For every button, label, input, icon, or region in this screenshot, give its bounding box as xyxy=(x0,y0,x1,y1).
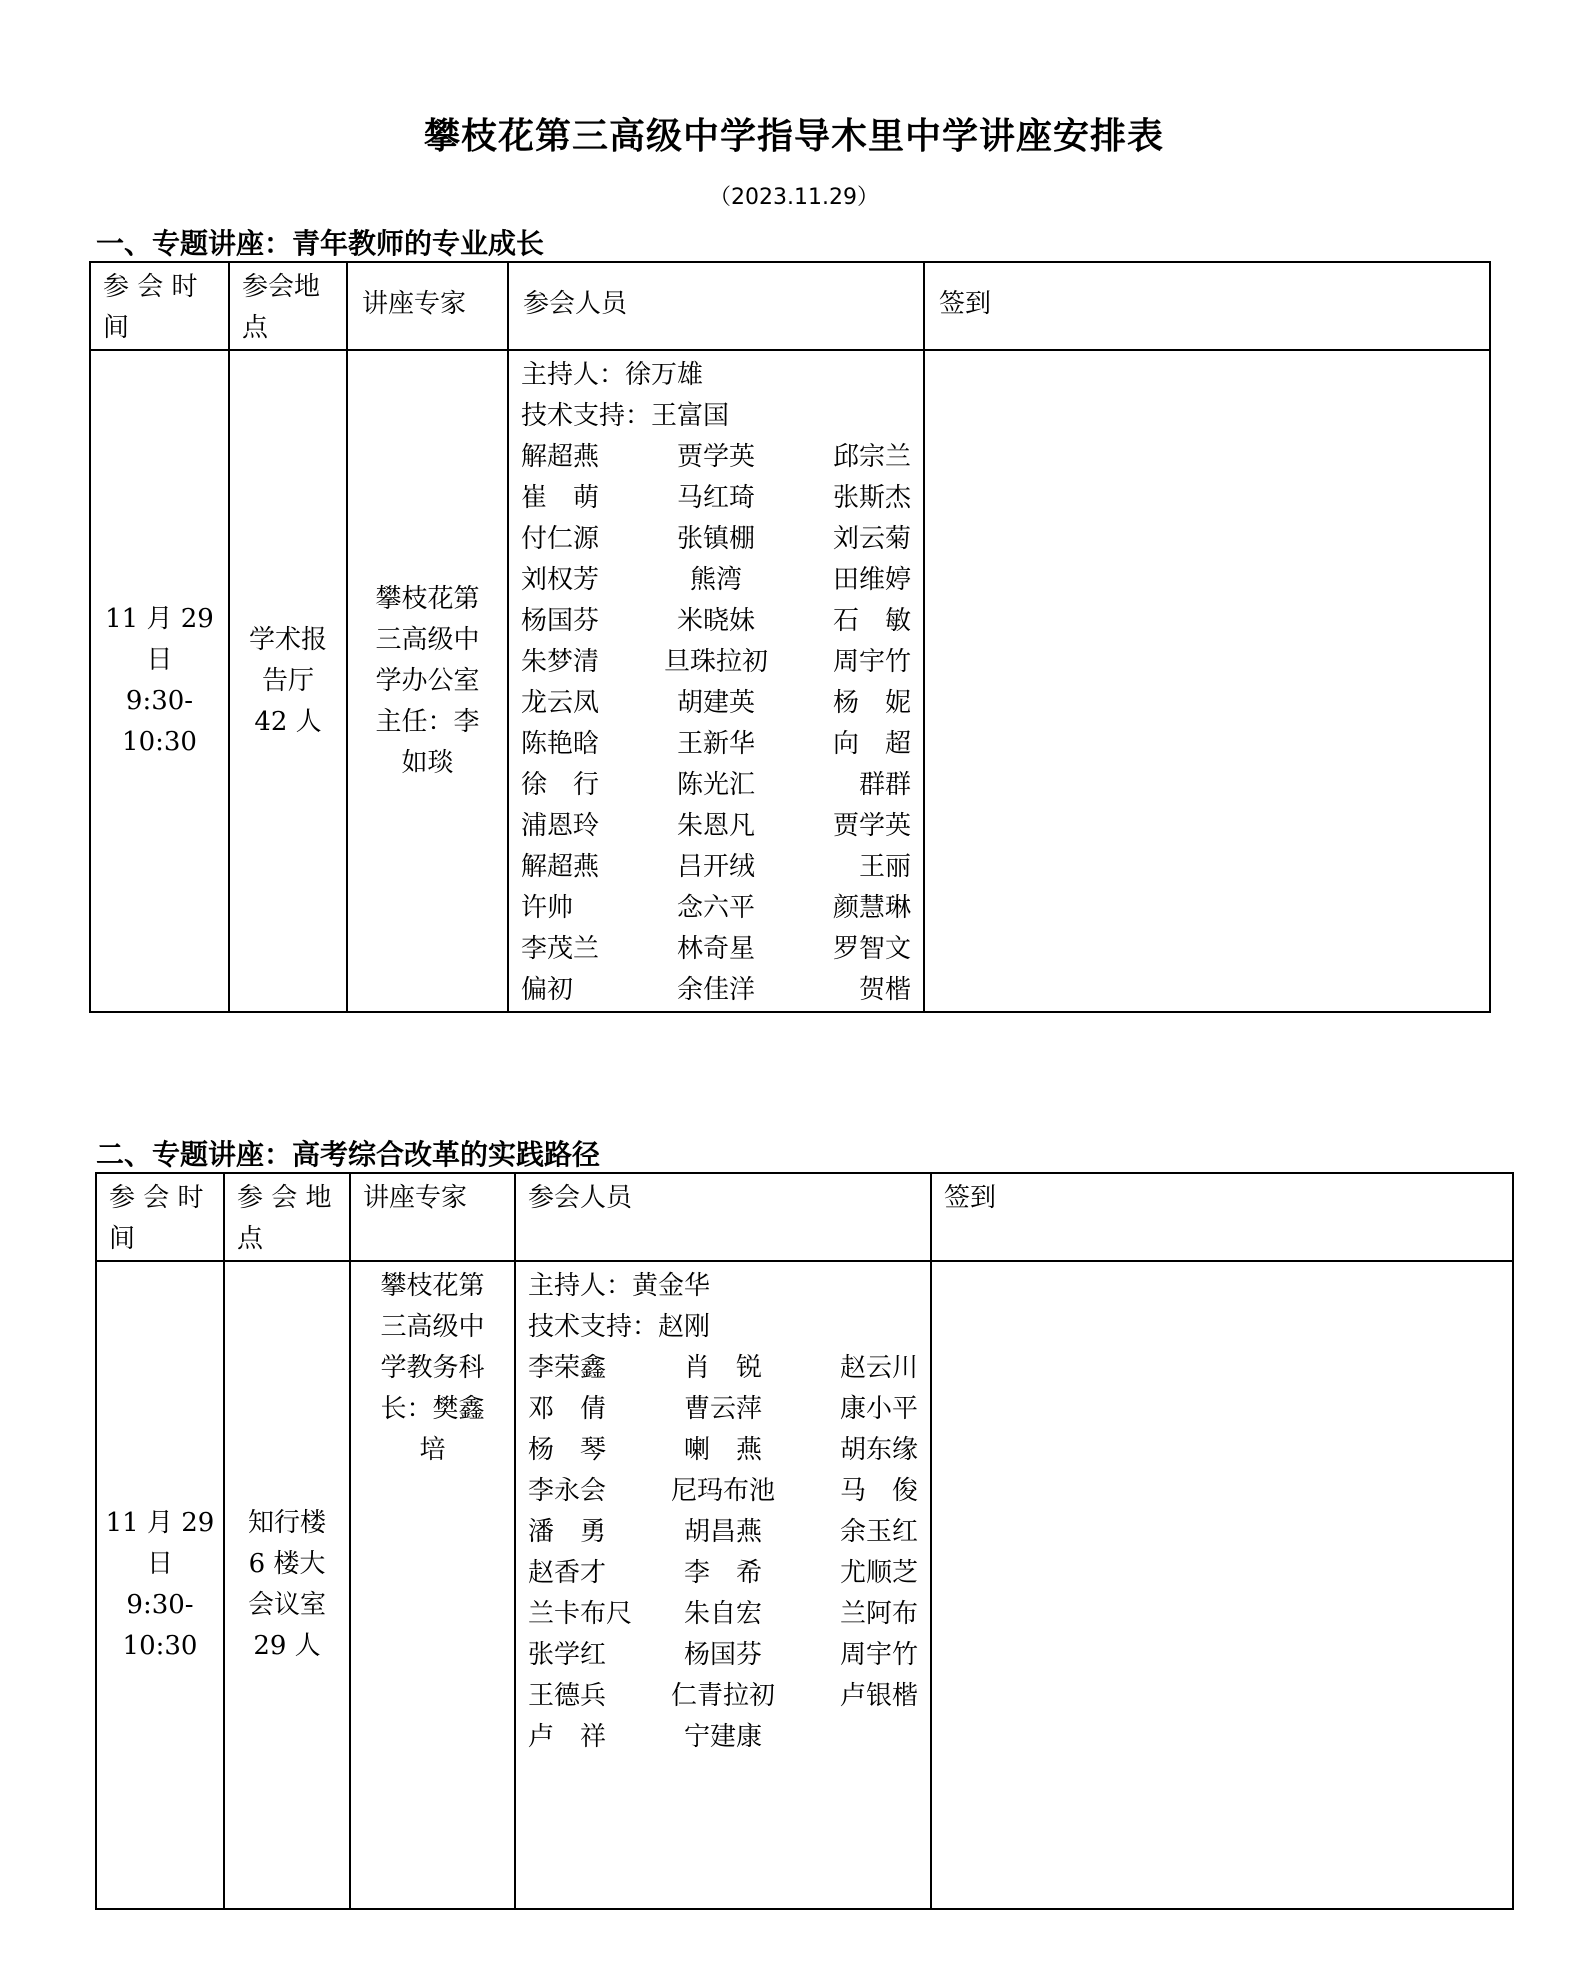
attendee-row xyxy=(521,929,911,970)
attendee-name: 旦珠拉初 xyxy=(663,647,768,677)
attendee-row xyxy=(528,1471,918,1512)
attendee-row xyxy=(528,1717,918,1758)
attendee-name: 马 俊 xyxy=(839,1476,918,1506)
attendee-name: 周宇竹 xyxy=(839,1640,918,1670)
attendee-name: 陈光汇 xyxy=(676,770,755,800)
attendee-name: 徐 行 xyxy=(521,770,600,800)
section-1-heading: 一、专题讲座：青年教师的专业成长 xyxy=(96,227,545,260)
attendee-name: 王德兵 xyxy=(528,1681,607,1711)
attendee-row xyxy=(528,1635,918,1676)
attendee-name: 向 超 xyxy=(832,729,911,759)
attendee-name: 尤顺芝 xyxy=(839,1558,918,1588)
attendee-name: 仁青拉初 xyxy=(670,1681,775,1711)
attendee-name: 杨国芬 xyxy=(521,606,600,636)
attendee-row xyxy=(528,1430,918,1471)
header-sign: 签到 xyxy=(924,262,1490,350)
place-cell: 知行楼 6 楼大 会议室 29 人 xyxy=(224,1261,350,1909)
attendee-name: 宁建康 xyxy=(683,1722,762,1752)
host-line: 主持人：徐万雄 xyxy=(521,360,704,390)
attendees-cell xyxy=(508,350,924,1012)
attendee-name: 偏初 xyxy=(521,975,574,1005)
attendee-name: 杨国芬 xyxy=(683,1640,762,1670)
attendee-name: 张斯杰 xyxy=(832,483,911,513)
attendee-name: 李永会 xyxy=(528,1476,607,1506)
attendee-name xyxy=(788,1717,918,1758)
attendee-name: 朱恩凡 xyxy=(676,811,755,841)
section-2-table xyxy=(95,1172,1514,1910)
sign-in-cell[interactable] xyxy=(924,350,1490,1012)
attendee-name: 康小平 xyxy=(839,1394,918,1424)
attendee-name: 米晓妹 xyxy=(676,606,755,636)
attendee-row xyxy=(521,970,911,1011)
attendee-name: 杨 妮 xyxy=(832,688,911,718)
attendee-row xyxy=(528,1553,918,1594)
attendee-name: 贾学英 xyxy=(832,811,911,841)
attendee-name: 解超燕 xyxy=(521,852,600,882)
attendee-row xyxy=(521,437,911,478)
attendee-name: 胡东缘 xyxy=(839,1435,918,1465)
attendee-name: 曹云萍 xyxy=(683,1394,762,1424)
attendee-name: 陈艳晗 xyxy=(521,729,600,759)
attendee-name: 兰卡布尺 xyxy=(528,1599,633,1629)
attendee-name: 王丽 xyxy=(858,852,911,882)
attendee-name: 贾学英 xyxy=(676,442,755,472)
attendee-name: 李荣鑫 xyxy=(528,1353,607,1383)
attendee-name: 浦恩玲 xyxy=(521,811,600,841)
attendee-name: 熊湾 xyxy=(689,565,742,595)
attendee-name: 余佳洋 xyxy=(676,975,755,1005)
attendee-name: 田维婷 xyxy=(832,565,911,595)
tech-support-line: 技术支持：王富国 xyxy=(521,401,730,431)
attendee-row xyxy=(528,1594,918,1635)
attendee-row xyxy=(528,1348,918,1389)
place-cell: 学术报 告厅 42 人 xyxy=(229,350,347,1012)
time-cell: 11 月 29 日 9:30- 10:30 xyxy=(90,350,229,1012)
attendee-row xyxy=(521,765,911,806)
attendee-row xyxy=(521,806,911,847)
section-2-body-row xyxy=(96,1261,1513,1909)
section-1-header-row xyxy=(90,262,1490,350)
section-2-heading: 二、专题讲座：高考综合改革的实践路径 xyxy=(96,1138,601,1171)
attendee-name: 石 敏 xyxy=(832,606,911,636)
header-expert: 讲座专家 xyxy=(350,1173,515,1261)
attendee-name: 念六平 xyxy=(676,893,755,923)
header-expert: 讲座专家 xyxy=(347,262,508,350)
attendee-row xyxy=(521,519,911,560)
attendee-name: 刘权芳 xyxy=(521,565,600,595)
header-place: 参 会 地 点 xyxy=(224,1173,350,1261)
attendee-name: 邱宗兰 xyxy=(832,442,911,472)
attendee-name: 赵云川 xyxy=(839,1353,918,1383)
expert-cell: 攀枝花第 三高级中 学办公室 主任：李 如琰 xyxy=(347,350,508,1012)
attendee-name: 肖 锐 xyxy=(683,1353,762,1383)
attendees-cell xyxy=(515,1261,931,1909)
host-line: 主持人：黄金华 xyxy=(528,1271,711,1301)
attendee-name: 潘 勇 xyxy=(528,1517,607,1547)
attendee-name: 卢银楷 xyxy=(839,1681,918,1711)
attendee-row xyxy=(528,1389,918,1430)
attendee-name: 群群 xyxy=(858,770,911,800)
section-1-body-row xyxy=(90,350,1490,1012)
attendee-name: 崔 萌 xyxy=(521,483,600,513)
attendee-name: 罗智文 xyxy=(832,934,911,964)
attendee-name: 赵香才 xyxy=(528,1558,607,1588)
attendee-name: 龙云凤 xyxy=(521,688,600,718)
section-1-table xyxy=(89,261,1491,1013)
attendee-name: 解超燕 xyxy=(521,442,600,472)
attendee-name: 许帅 xyxy=(521,893,574,923)
header-time: 参 会 时 间 xyxy=(90,262,229,350)
header-place: 参会地 点 xyxy=(229,262,347,350)
page-date: （2023.11.29） xyxy=(709,185,879,210)
header-people: 参会人员 xyxy=(515,1173,931,1261)
attendee-name: 兰阿布 xyxy=(839,1599,918,1629)
attendee-name: 吕开绒 xyxy=(676,852,755,882)
attendee-name: 邓 倩 xyxy=(528,1394,607,1424)
attendee-row xyxy=(521,847,911,888)
attendee-name: 张镇棚 xyxy=(676,524,755,554)
attendee-row xyxy=(521,888,911,929)
attendee-row xyxy=(528,1512,918,1553)
sign-in-cell[interactable] xyxy=(931,1261,1513,1909)
attendee-name: 马红琦 xyxy=(676,483,755,513)
attendee-name: 李 希 xyxy=(683,1558,762,1588)
attendee-name: 尼玛布池 xyxy=(670,1476,775,1506)
attendee-name: 喇 燕 xyxy=(683,1435,762,1465)
attendee-name: 卢 祥 xyxy=(528,1722,607,1752)
attendee-name: 颜慧琳 xyxy=(832,893,911,923)
header-sign: 签到 xyxy=(931,1173,1513,1261)
page-title: 攀枝花第三高级中学指导木里中学讲座安排表 xyxy=(423,115,1164,157)
attendee-name: 刘云菊 xyxy=(832,524,911,554)
attendee-row xyxy=(521,724,911,765)
time-cell: 11 月 29 日 9:30- 10:30 xyxy=(96,1261,224,1909)
attendee-name: 杨 琴 xyxy=(528,1435,607,1465)
attendee-row xyxy=(521,683,911,724)
attendee-name: 余玉红 xyxy=(839,1517,918,1547)
tech-support-line: 技术支持：赵刚 xyxy=(528,1312,711,1342)
header-people: 参会人员 xyxy=(508,262,924,350)
attendee-name: 付仁源 xyxy=(521,524,600,554)
section-2-header-row xyxy=(96,1173,1513,1261)
attendee-row xyxy=(521,478,911,519)
attendee-row xyxy=(521,560,911,601)
attendee-name: 林奇星 xyxy=(676,934,755,964)
attendee-name: 胡建英 xyxy=(676,688,755,718)
attendee-row xyxy=(528,1676,918,1717)
attendee-name: 李茂兰 xyxy=(521,934,600,964)
attendee-name: 朱梦清 xyxy=(521,647,600,677)
attendee-name: 张学红 xyxy=(528,1640,607,1670)
attendee-row xyxy=(521,601,911,642)
expert-cell: 攀枝花第 三高级中 学教务科 长：樊鑫 培 xyxy=(350,1261,515,1909)
attendee-name: 王新华 xyxy=(676,729,755,759)
attendee-name: 胡昌燕 xyxy=(683,1517,762,1547)
attendee-row xyxy=(521,642,911,683)
attendee-name: 贺楷 xyxy=(858,975,911,1005)
attendee-name: 朱自宏 xyxy=(683,1599,762,1629)
attendee-name: 周宇竹 xyxy=(832,647,911,677)
header-time: 参 会 时 间 xyxy=(96,1173,224,1261)
